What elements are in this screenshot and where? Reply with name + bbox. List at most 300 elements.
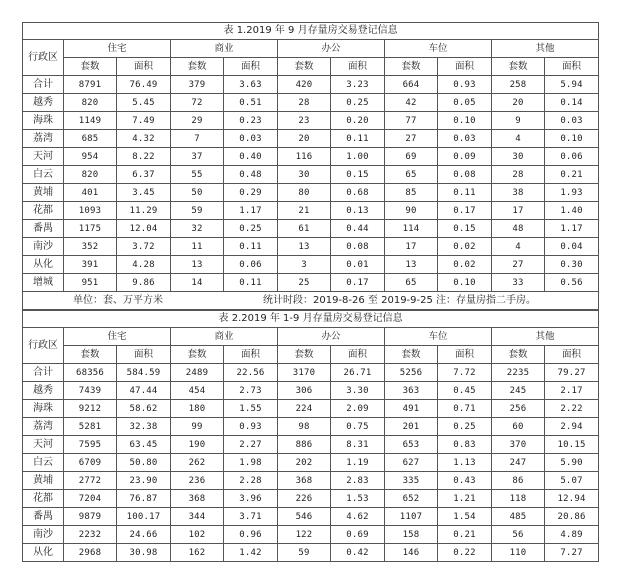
table-title: 表 2.2019 年 1-9 月存量房交易登记信息 <box>23 311 599 328</box>
count-cell: 146 <box>385 544 438 562</box>
count-cell: 201 <box>385 418 438 436</box>
area-cell: 0.11 <box>331 130 385 148</box>
area-cell: 1.17 <box>224 202 278 220</box>
area-cell: 47.44 <box>117 382 171 400</box>
count-cell: 454 <box>171 382 224 400</box>
count-cell: 4 <box>492 238 545 256</box>
count-cell: 114 <box>385 220 438 238</box>
count-cell: 1107 <box>385 508 438 526</box>
count-cell: 262 <box>171 454 224 472</box>
table-row <box>23 112 599 130</box>
count-cell: 8791 <box>64 76 117 94</box>
category-header: 住宅 <box>64 40 171 58</box>
count-cell: 2232 <box>64 526 117 544</box>
table-row <box>23 364 599 382</box>
area-cell: 63.45 <box>117 436 171 454</box>
count-cell: 20 <box>278 130 331 148</box>
area-cell: 1.93 <box>545 184 599 202</box>
table-row <box>23 382 599 400</box>
area-cell: 0.22 <box>438 544 492 562</box>
area-cell: 79.27 <box>545 364 599 382</box>
area-header: 面积 <box>117 346 171 364</box>
count-cell: 1149 <box>64 112 117 130</box>
count-cell: 226 <box>278 490 331 508</box>
category-header: 车位 <box>385 40 492 58</box>
area-cell: 0.11 <box>224 274 278 292</box>
category-header: 商业 <box>171 40 278 58</box>
area-cell: 3.23 <box>331 76 385 94</box>
category-header: 办公 <box>278 328 385 346</box>
count-cell: 391 <box>64 256 117 274</box>
region-cell: 白云 <box>23 454 64 472</box>
table-row <box>23 274 599 292</box>
period-note: 统计时段：2019-8-26 至 2019-9-25 注：存量房指二手房。 <box>263 294 537 306</box>
category-header: 其他 <box>492 40 599 58</box>
area-cell: 32.38 <box>117 418 171 436</box>
area-cell: 50.80 <box>117 454 171 472</box>
count-cell: 7439 <box>64 382 117 400</box>
count-cell: 85 <box>385 184 438 202</box>
count-header: 套数 <box>171 58 224 76</box>
area-cell: 5.94 <box>545 76 599 94</box>
count-cell: 13 <box>385 256 438 274</box>
area-cell: 7.72 <box>438 364 492 382</box>
count-header: 套数 <box>385 346 438 364</box>
count-cell: 820 <box>64 166 117 184</box>
region-cell: 番禺 <box>23 508 64 526</box>
count-cell: 6709 <box>64 454 117 472</box>
count-cell: 158 <box>385 526 438 544</box>
count-header: 套数 <box>492 58 545 76</box>
area-cell: 0.03 <box>224 130 278 148</box>
count-cell: 56 <box>492 526 545 544</box>
count-cell: 30 <box>492 148 545 166</box>
count-cell: 224 <box>278 400 331 418</box>
area-cell: 1.55 <box>224 400 278 418</box>
table-title: 表 1.2019 年 9 月存量房交易登记信息 <box>23 23 599 40</box>
table-row <box>23 148 599 166</box>
area-cell: 0.93 <box>438 76 492 94</box>
count-cell: 256 <box>492 400 545 418</box>
area-cell: 1.42 <box>224 544 278 562</box>
area-cell: 76.87 <box>117 490 171 508</box>
area-cell: 1.00 <box>331 148 385 166</box>
area-cell: 0.17 <box>331 274 385 292</box>
area-cell: 0.75 <box>331 418 385 436</box>
count-cell: 3170 <box>278 364 331 382</box>
category-header-row <box>23 40 599 58</box>
region-cell: 白云 <box>23 166 64 184</box>
count-cell: 2968 <box>64 544 117 562</box>
area-cell: 0.03 <box>545 112 599 130</box>
region-cell: 海珠 <box>23 112 64 130</box>
sub-header-row <box>23 346 599 364</box>
area-cell: 0.06 <box>224 256 278 274</box>
count-cell: 664 <box>385 76 438 94</box>
region-cell: 荔湾 <box>23 418 64 436</box>
count-cell: 72 <box>171 94 224 112</box>
count-cell: 5281 <box>64 418 117 436</box>
area-cell: 4.89 <box>545 526 599 544</box>
area-cell: 3.72 <box>117 238 171 256</box>
count-cell: 118 <box>492 490 545 508</box>
category-header: 其他 <box>492 328 599 346</box>
area-cell: 0.15 <box>438 220 492 238</box>
count-cell: 820 <box>64 94 117 112</box>
area-cell: 1.17 <box>545 220 599 238</box>
area-cell: 1.21 <box>438 490 492 508</box>
area-cell: 10.15 <box>545 436 599 454</box>
count-cell: 28 <box>278 94 331 112</box>
count-header: 套数 <box>278 58 331 76</box>
area-cell: 6.37 <box>117 166 171 184</box>
table-monthly <box>22 22 599 310</box>
count-cell: 2772 <box>64 472 117 490</box>
count-cell: 2235 <box>492 364 545 382</box>
table-row <box>23 454 599 472</box>
area-cell: 30.98 <box>117 544 171 562</box>
area-cell: 11.29 <box>117 202 171 220</box>
count-cell: 21 <box>278 202 331 220</box>
area-cell: 0.10 <box>438 274 492 292</box>
count-cell: 48 <box>492 220 545 238</box>
count-cell: 5256 <box>385 364 438 382</box>
area-cell: 24.66 <box>117 526 171 544</box>
table-row <box>23 490 599 508</box>
region-cell: 黄埔 <box>23 472 64 490</box>
region-cell: 海珠 <box>23 400 64 418</box>
table-row <box>23 472 599 490</box>
region-cell: 南沙 <box>23 238 64 256</box>
category-header-row <box>23 328 599 346</box>
area-cell: 2.22 <box>545 400 599 418</box>
region-cell: 越秀 <box>23 94 64 112</box>
area-cell: 2.28 <box>224 472 278 490</box>
area-cell: 0.15 <box>331 166 385 184</box>
count-cell: 13 <box>278 238 331 256</box>
count-cell: 258 <box>492 76 545 94</box>
area-cell: 0.04 <box>545 238 599 256</box>
table-row <box>23 526 599 544</box>
area-cell: 3.30 <box>331 382 385 400</box>
count-cell: 37 <box>171 148 224 166</box>
area-cell: 0.25 <box>331 94 385 112</box>
area-cell: 100.17 <box>117 508 171 526</box>
area-cell: 0.02 <box>438 256 492 274</box>
area-cell: 0.06 <box>545 148 599 166</box>
area-cell: 0.21 <box>545 166 599 184</box>
region-cell: 增城 <box>23 274 64 292</box>
count-cell: 2489 <box>171 364 224 382</box>
count-cell: 32 <box>171 220 224 238</box>
report-container <box>22 22 597 562</box>
area-cell: 23.90 <box>117 472 171 490</box>
count-cell: 1175 <box>64 220 117 238</box>
area-cell: 0.40 <box>224 148 278 166</box>
area-cell: 4.28 <box>117 256 171 274</box>
count-cell: 28 <box>492 166 545 184</box>
area-cell: 2.83 <box>331 472 385 490</box>
count-cell: 546 <box>278 508 331 526</box>
table-row <box>23 220 599 238</box>
area-cell: 0.23 <box>224 112 278 130</box>
count-cell: 162 <box>171 544 224 562</box>
count-header: 套数 <box>64 346 117 364</box>
count-cell: 29 <box>171 112 224 130</box>
region-header: 行政区 <box>23 328 64 364</box>
area-cell: 3.71 <box>224 508 278 526</box>
count-cell: 55 <box>171 166 224 184</box>
area-cell: 0.44 <box>331 220 385 238</box>
count-cell: 27 <box>492 256 545 274</box>
area-cell: 0.10 <box>545 130 599 148</box>
region-cell: 花都 <box>23 202 64 220</box>
count-cell: 954 <box>64 148 117 166</box>
area-cell: 20.86 <box>545 508 599 526</box>
table-ytd-body <box>23 311 599 562</box>
area-cell: 8.31 <box>331 436 385 454</box>
count-cell: 344 <box>171 508 224 526</box>
count-cell: 102 <box>171 526 224 544</box>
area-cell: 3.96 <box>224 490 278 508</box>
count-cell: 653 <box>385 436 438 454</box>
area-header: 面积 <box>224 346 278 364</box>
count-cell: 50 <box>171 184 224 202</box>
area-header: 面积 <box>438 58 492 76</box>
table-row <box>23 436 599 454</box>
category-header: 住宅 <box>64 328 171 346</box>
region-cell: 天河 <box>23 148 64 166</box>
count-cell: 368 <box>278 472 331 490</box>
area-cell: 0.14 <box>545 94 599 112</box>
count-cell: 33 <box>492 274 545 292</box>
area-cell: 1.54 <box>438 508 492 526</box>
table-monthly-body <box>23 23 599 310</box>
count-cell: 4 <box>492 130 545 148</box>
count-header: 套数 <box>64 58 117 76</box>
count-cell: 13 <box>171 256 224 274</box>
count-cell: 20 <box>492 94 545 112</box>
count-cell: 122 <box>278 526 331 544</box>
area-cell: 12.94 <box>545 490 599 508</box>
region-cell: 越秀 <box>23 382 64 400</box>
area-cell: 1.40 <box>545 202 599 220</box>
region-cell: 南沙 <box>23 526 64 544</box>
count-header: 套数 <box>492 346 545 364</box>
area-cell: 8.22 <box>117 148 171 166</box>
count-cell: 116 <box>278 148 331 166</box>
area-header: 面积 <box>545 346 599 364</box>
count-cell: 77 <box>385 112 438 130</box>
area-cell: 0.42 <box>331 544 385 562</box>
category-header: 车位 <box>385 328 492 346</box>
count-cell: 65 <box>385 274 438 292</box>
table-row <box>23 508 599 526</box>
count-cell: 7595 <box>64 436 117 454</box>
count-cell: 368 <box>171 490 224 508</box>
count-cell: 11 <box>171 238 224 256</box>
count-cell: 68356 <box>64 364 117 382</box>
count-cell: 180 <box>171 400 224 418</box>
count-cell: 69 <box>385 148 438 166</box>
area-cell: 2.94 <box>545 418 599 436</box>
count-cell: 420 <box>278 76 331 94</box>
count-cell: 27 <box>385 130 438 148</box>
count-cell: 60 <box>492 418 545 436</box>
count-cell: 401 <box>64 184 117 202</box>
area-cell: 2.73 <box>224 382 278 400</box>
area-cell: 0.29 <box>224 184 278 202</box>
table-row <box>23 76 599 94</box>
count-cell: 335 <box>385 472 438 490</box>
area-cell: 5.07 <box>545 472 599 490</box>
count-cell: 42 <box>385 94 438 112</box>
area-cell: 0.93 <box>224 418 278 436</box>
table-title-row <box>23 23 599 40</box>
area-header: 面积 <box>224 58 278 76</box>
area-cell: 4.62 <box>331 508 385 526</box>
area-cell: 0.68 <box>331 184 385 202</box>
area-header: 面积 <box>331 58 385 76</box>
count-cell: 7 <box>171 130 224 148</box>
area-cell: 0.20 <box>331 112 385 130</box>
count-cell: 491 <box>385 400 438 418</box>
count-header: 套数 <box>278 346 331 364</box>
table-row <box>23 130 599 148</box>
count-cell: 59 <box>171 202 224 220</box>
area-cell: 0.11 <box>224 238 278 256</box>
area-cell: 1.13 <box>438 454 492 472</box>
count-cell: 363 <box>385 382 438 400</box>
count-cell: 685 <box>64 130 117 148</box>
count-cell: 190 <box>171 436 224 454</box>
count-cell: 17 <box>385 238 438 256</box>
area-cell: 2.17 <box>545 382 599 400</box>
area-cell: 0.11 <box>438 184 492 202</box>
count-cell: 30 <box>278 166 331 184</box>
area-cell: 0.51 <box>224 94 278 112</box>
count-cell: 247 <box>492 454 545 472</box>
count-cell: 99 <box>171 418 224 436</box>
region-cell: 黄埔 <box>23 184 64 202</box>
table-row <box>23 94 599 112</box>
area-cell: 7.49 <box>117 112 171 130</box>
area-cell: 2.27 <box>224 436 278 454</box>
area-cell: 584.59 <box>117 364 171 382</box>
area-cell: 3.45 <box>117 184 171 202</box>
area-cell: 5.45 <box>117 94 171 112</box>
area-header: 面积 <box>438 346 492 364</box>
table-title-row <box>23 311 599 328</box>
note-row <box>23 292 599 310</box>
count-cell: 7204 <box>64 490 117 508</box>
count-cell: 80 <box>278 184 331 202</box>
area-cell: 1.19 <box>331 454 385 472</box>
table-row <box>23 256 599 274</box>
area-cell: 0.48 <box>224 166 278 184</box>
category-header: 商业 <box>171 328 278 346</box>
count-cell: 38 <box>492 184 545 202</box>
area-cell: 0.13 <box>331 202 385 220</box>
count-cell: 886 <box>278 436 331 454</box>
count-cell: 352 <box>64 238 117 256</box>
region-cell: 合计 <box>23 364 64 382</box>
area-cell: 0.71 <box>438 400 492 418</box>
region-cell: 天河 <box>23 436 64 454</box>
count-cell: 9879 <box>64 508 117 526</box>
count-cell: 17 <box>492 202 545 220</box>
area-cell: 0.69 <box>331 526 385 544</box>
table-row <box>23 418 599 436</box>
count-cell: 202 <box>278 454 331 472</box>
area-cell: 9.86 <box>117 274 171 292</box>
region-cell: 荔湾 <box>23 130 64 148</box>
area-cell: 0.08 <box>438 166 492 184</box>
count-cell: 65 <box>385 166 438 184</box>
region-cell: 合计 <box>23 76 64 94</box>
area-cell: 0.45 <box>438 382 492 400</box>
region-cell: 从化 <box>23 256 64 274</box>
area-cell: 0.56 <box>545 274 599 292</box>
count-header: 套数 <box>385 58 438 76</box>
table-row <box>23 238 599 256</box>
area-cell: 0.02 <box>438 238 492 256</box>
count-cell: 1093 <box>64 202 117 220</box>
area-cell: 0.25 <box>224 220 278 238</box>
count-cell: 90 <box>385 202 438 220</box>
table-note <box>23 292 599 310</box>
area-cell: 0.03 <box>438 130 492 148</box>
area-cell: 0.43 <box>438 472 492 490</box>
table-row <box>23 400 599 418</box>
count-cell: 951 <box>64 274 117 292</box>
area-cell: 2.09 <box>331 400 385 418</box>
count-cell: 110 <box>492 544 545 562</box>
area-cell: 0.25 <box>438 418 492 436</box>
area-cell: 5.90 <box>545 454 599 472</box>
area-cell: 0.08 <box>331 238 385 256</box>
area-cell: 0.21 <box>438 526 492 544</box>
count-cell: 485 <box>492 508 545 526</box>
count-cell: 627 <box>385 454 438 472</box>
count-cell: 98 <box>278 418 331 436</box>
sub-header-row <box>23 58 599 76</box>
region-header: 行政区 <box>23 40 64 76</box>
count-cell: 236 <box>171 472 224 490</box>
area-cell: 0.09 <box>438 148 492 166</box>
area-cell: 7.27 <box>545 544 599 562</box>
area-cell: 1.53 <box>331 490 385 508</box>
count-cell: 23 <box>278 112 331 130</box>
count-cell: 652 <box>385 490 438 508</box>
area-cell: 26.71 <box>331 364 385 382</box>
area-cell: 0.83 <box>438 436 492 454</box>
count-header: 套数 <box>171 346 224 364</box>
region-cell: 花都 <box>23 490 64 508</box>
area-cell: 0.05 <box>438 94 492 112</box>
area-cell: 1.98 <box>224 454 278 472</box>
area-cell: 12.04 <box>117 220 171 238</box>
area-cell: 0.10 <box>438 112 492 130</box>
area-cell: 0.17 <box>438 202 492 220</box>
area-cell: 4.32 <box>117 130 171 148</box>
count-cell: 59 <box>278 544 331 562</box>
count-cell: 86 <box>492 472 545 490</box>
area-header: 面积 <box>545 58 599 76</box>
count-cell: 9212 <box>64 400 117 418</box>
area-header: 面积 <box>117 58 171 76</box>
area-cell: 0.01 <box>331 256 385 274</box>
